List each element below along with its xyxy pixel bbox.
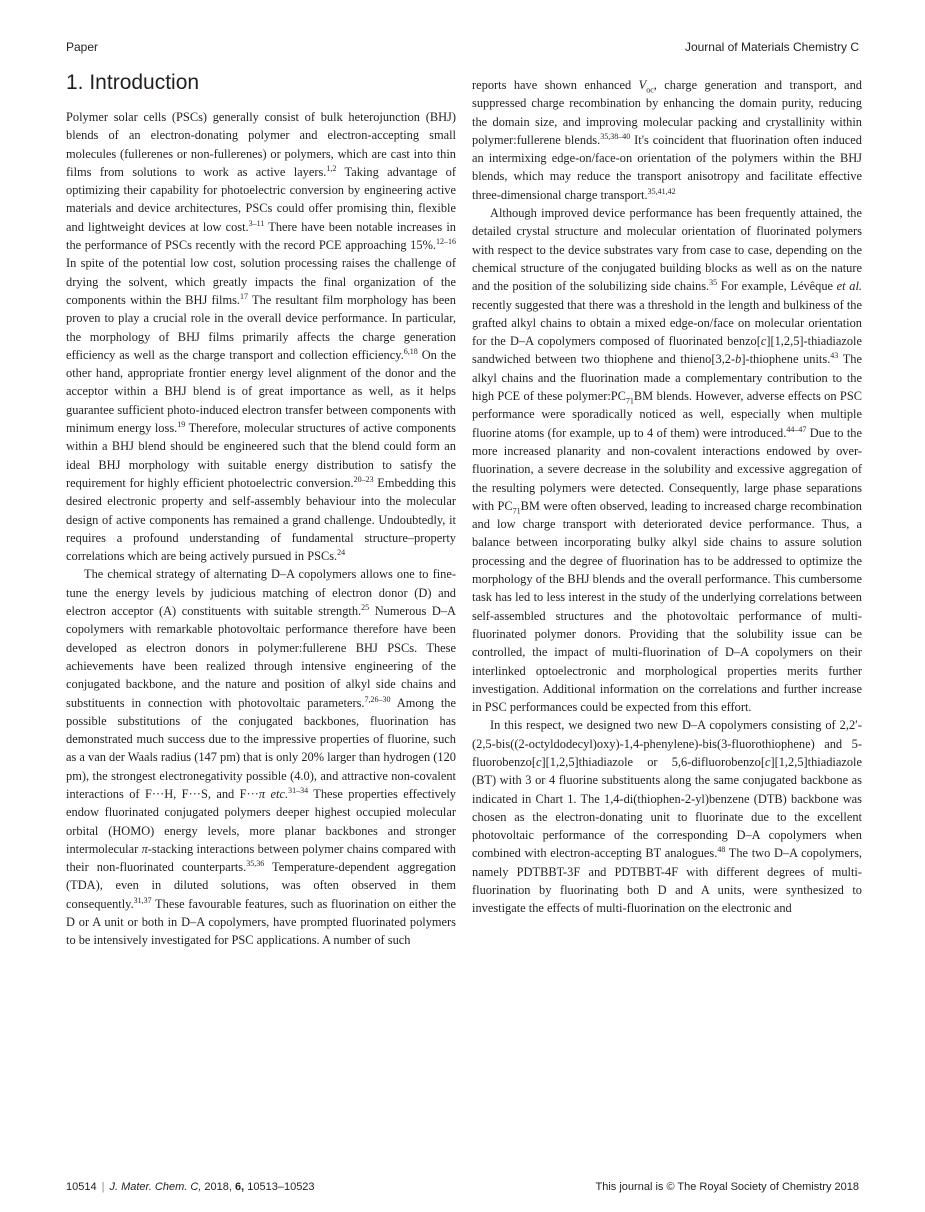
page-footer-right: This journal is © The Royal Society of Chemistry 2018 [595, 1181, 859, 1193]
paragraph-3: reports have shown enhanced $V_{oc}$, charge generation and transport, and suppressed charge recombination by enhancing the domain purity, reducing the domain size, and improving molecular packing and crystallinity within polymer:fullerene blends.$^{35,38-40}$ It's coincident that fluorination often induced an intermixing edge-on/face-on orientation of the polymers within the BHJ blends, which may reduce the transport anisotropy and facilitate effective three-dimensional charge transport.$^{35,41,42}$ [472, 78, 863, 202]
running-header-right: Journal of Materials Chemistry C [684, 40, 859, 54]
citation[interactable]: 25 [361, 602, 370, 612]
citation[interactable]: 43 [830, 351, 839, 361]
citation[interactable]: 35,41,42 [647, 186, 676, 196]
citation[interactable]: 35 [709, 278, 718, 288]
page-number: 10514 [66, 1181, 97, 1193]
citation[interactable]: 44–47 [786, 424, 807, 434]
running-header-left: Paper [66, 40, 99, 54]
citation[interactable]: 20–23 [353, 474, 374, 484]
section-title: 1. Introduction [66, 71, 200, 94]
paragraph-1: Polymer solar cells (PSCs) generally consist of bulk heterojunction (BHJ) blends of an electron-donating polymer and electron-accepting small molecules (fullerenes or non-fullerenes) or polymers, which are cast into thin films from solutions to work as active layers.$^{1,2}$ Taking advantage of optimizing their capability for photoelectric conversion by engineering active materials and device architectures, PSCs could offer promising thin, flexible and lightweight devices at low cost.$^{3-11}$ There have been notable increases in the performance of PSCs recently with the record PCE approaching 15%.$^{12-16}$ In spite of the potential low cost, solution processing raises the challenge of drying the solvent, which greatly impacts the final organization of the components within the BHJ films.$^{17}$ The resultant film morphology has been proven to play a crucial role in the overall device performance. In particular, the morphology of BHJ films primarily affects the charge generation efficiency as well as the charge transport and collection efficiency.$^{6,18}$ On the other hand, appropriate frontier energy level alignment of the donor and the acceptor within a BHJ blend is of great importance as well, as it helps guarantee sufficient photo-induced electron transfer between components with minimum energy loss.$^{19}$ Therefore, molecular structures of active components within a BHJ blend should be engineered such that the blend could form an ideal BHJ morphology with suitable energy distribution to satisfy the requirement for highly efficient photoelectric conversion.$^{20-23}$ Embedding this desired electronic property and self-assembly behaviour into the molecular design of active components has remained a grand challenge. Undoubtedly, it requires a profound understanding of fundamental structure–property correlations which are being actively pursued in PSCs.$^{24}$ [66, 110, 457, 564]
paragraph-4: Although improved device performance has been frequently attained, the detailed crystal structure and molecular orientation of fluorinated polymers with respect to the device substrates vary from case to case, depending on the chemical structure of the conjugated building blocks as well as on the nature and the position of the solubilizing side chains.$^{35}$ For example, Lévêque et al. recently suggested that there was a threshold in the length and bulkiness of the grafted alkyl chains to obtain a mixed edge-on/face on molecular orientation for the D–A copolymers composed of fluorinated benzo[c][1,2,5]-thiadiazole sandwiched between two thiophene and thieno[3,2-b]-thiophene units.$^{43}$ The alkyl chains and the fluorination made a complementary contribution to the high PCE of these $polymer:PC_{71}BM$ blends. However, adverse effects on PSC performance were sporadically noticed as well, especially when multiple fluorine atoms (for example, up to 4 of them) were introduced.$^{44-47}$ Due to the more increased planarity and non-covalent interactions endowed by over-fluorination, a severe decrease in the solubility and excessive aggregation of the resulting polymers were detected. Consequently, large phase separations with $PC_{71}BM$ were often observed, leading to increased charge recombination and low charge transport with deteriorated device performance. Thus, a balance between incorporating bulky alkyl side chains to assure solution processing and the degree of fluorination has to be addressed to optimize the morphology of the BHJ blends and the overall performance. This cumbersome task has led to less interest in the study of the underlying correlations between self-assembled structures and the photovoltaic performance of multi-fluorinated polymer donors. Providing that the solubility issue can be controlled, the impact of multi-fluorination of D–A copolymers on their interlinked optoelectronic and morphological properties merits further investigation. Additional information on the correlations and further increase in PSC performances could be expected from this effort. [472, 206, 863, 715]
paragraph-2: The chemical strategy of alternating D–A copolymers allows one to fine-tune the energy levels by judicious matching of electron donor (D) and electron acceptor (A) constituents with suitable strength.$^{25}$ Numerous D–A copolymers with remarkable photovoltaic performance therefore have been developed as electron donors in polymer:fullerene BHJ PSCs. These achievements have been realized through intensive engineering of the conjugated backbone, and the nature and position of alkyl side chains and substituents in connection with photovoltaic parameters.$^{7,26-30}$ Among the possible substitutions of the conjugated backbones, fluorination has demonstrated much success due to the impressive properties of fluorine, such as a van der Waals radius (147 pm) that is only 20% larger than hydrogen (120 pm), the strongest electronegativity possible (4.0), and attractive non-covalent interactions of F···H, F···S, and F···π etc.$^{31-34}$ These properties effectively endow fluorinated conjugated polymers deeper highest occupied molecular orbital (HOMO) energy levels, more planar backbones and stronger intermolecular π-stacking interactions between polymer chains compared with their non-fluorinated counterparts.$^{35,36}$ Temperature-dependent aggregation (TDA), even in diluted solutions, was often observed in them consequently.$^{31,37}$ These favourable features, such as fluorination on either the D or A unit or both in D–A copolymers, have prompted fluorinated polymers to be intensively investigated for PSC applications. A number of such [66, 567, 456, 948]
citation[interactable]: 24 [337, 548, 346, 557]
citation[interactable]: 7,26–30 [364, 694, 391, 704]
page-footer-left: 10514 | J. Mater. Chem. C, 2018, 6, 10513–10523 [66, 1181, 315, 1193]
citation[interactable]: 17 [240, 291, 249, 301]
citation[interactable]: 6,18 [403, 346, 418, 356]
citation[interactable]: 19 [177, 419, 186, 429]
paragraph-5: In this respect, we designed two new D–A copolymers consisting of 2,2′-(2,5-bis((2-octyldodecyl)oxy)-1,4-phenylene)-bis(3-fluorothiophene) and 5-fluorobenzo[c][1,2,5]thiadiazole or 5,6-difluorobenzo[c][1,2,5]thiadiazole (BT) with 3 or 4 fluorine substituents along the same conjugated backbone as indicated in Chart 1. The 1,4-di(thiophen-2-yl)benzene (DTB) backbone was chosen as the electron-donating unit to fluorinate due to the excellent photovoltaic performance of the corresponding D–A copolymers when combined with electron-accepting BT analogues.$^{48}$ The two D–A copolymers, namely PDTBBT-3F and PDTBBT-4F with different degrees of multi-fluorination by fluorinating both D and A units, were synthesized to investigate the effects of multi-fluorination on the electronic and [472, 718, 862, 916]
citation[interactable]: 31–34 [288, 785, 309, 795]
citation[interactable]: 48 [717, 845, 726, 855]
citation[interactable]: 35,36 [246, 859, 265, 869]
right-column [472, 76, 862, 918]
citation[interactable]: 35,38–40 [600, 131, 631, 141]
journal-abbrev: J. Mater. Chem. C, [109, 1181, 202, 1193]
citation[interactable]: 12–16 [436, 236, 456, 246]
left-column [66, 70, 456, 950]
citation[interactable]: 1,2 [326, 163, 337, 173]
citation[interactable]: 31,37 [133, 895, 152, 905]
citation[interactable]: 3–11 [248, 218, 265, 228]
